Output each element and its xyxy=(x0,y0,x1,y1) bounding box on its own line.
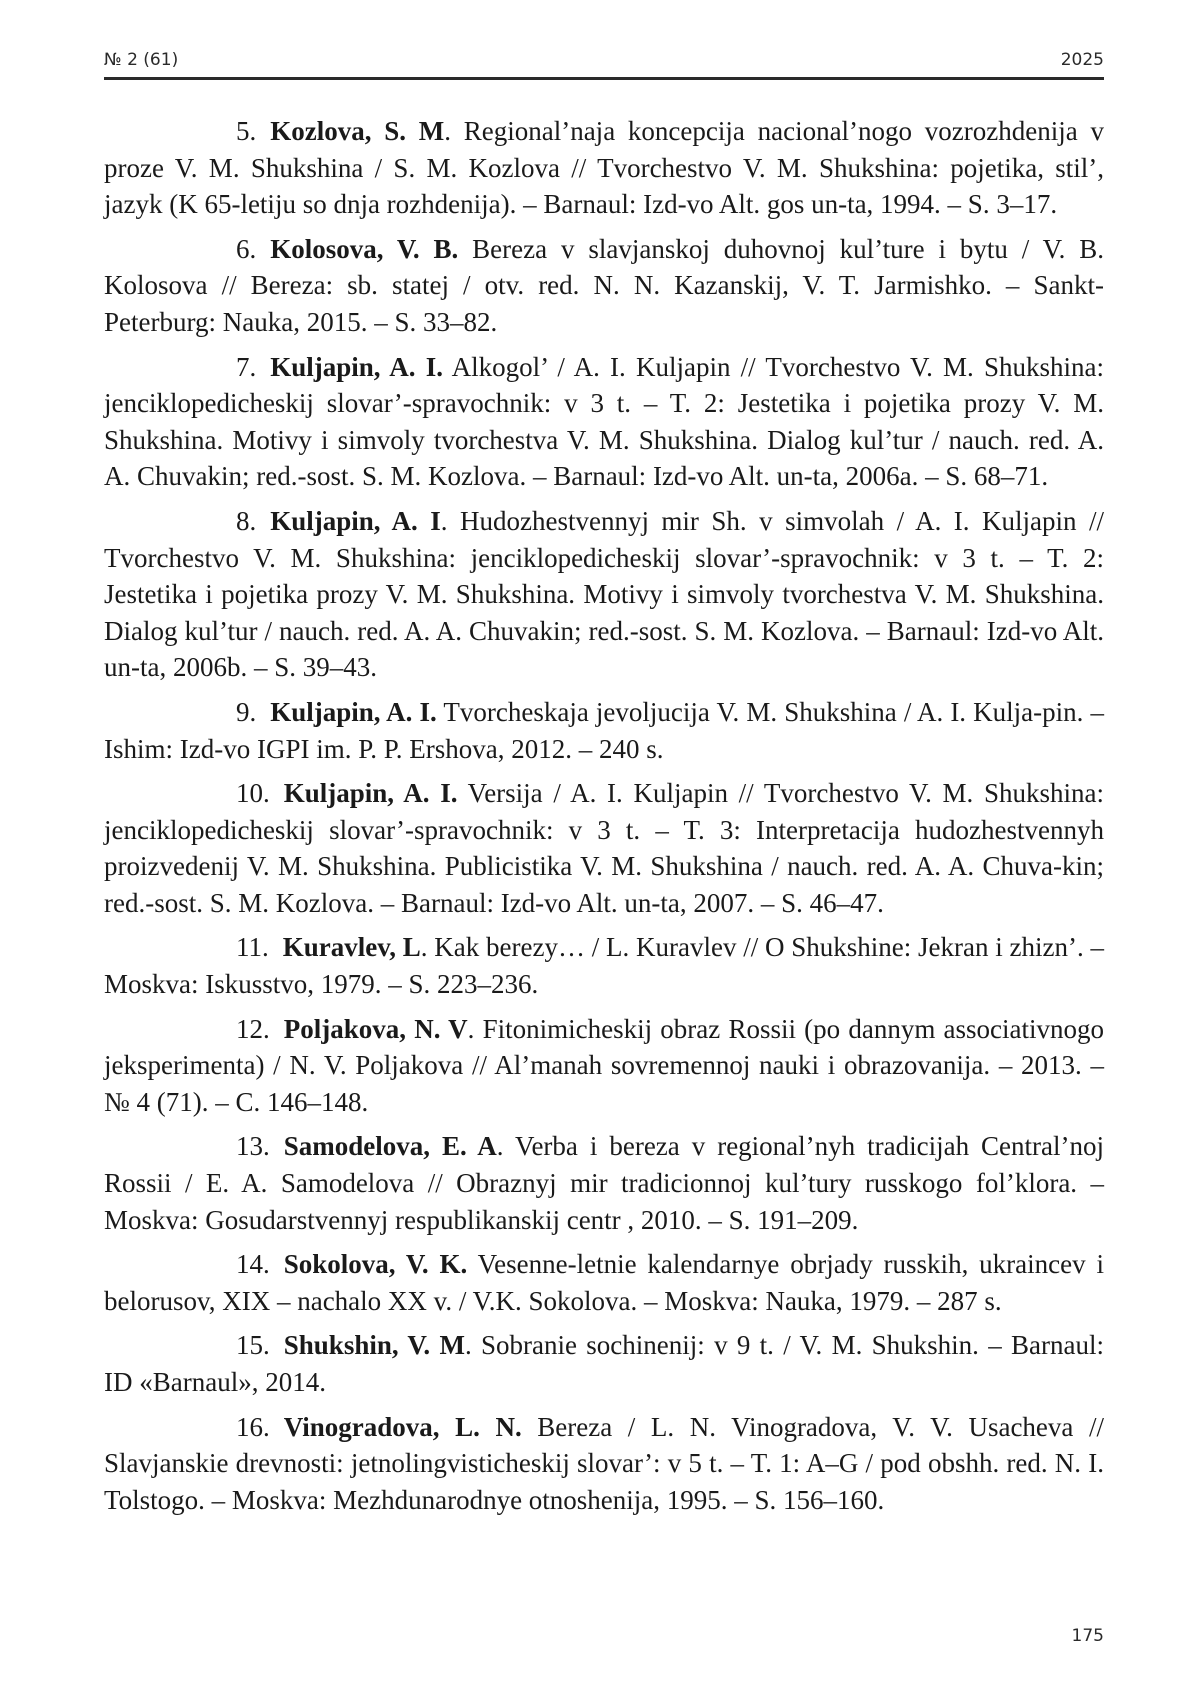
header-rule xyxy=(104,77,1104,80)
reference-text: . Hudozhestvennyj mir Sh. v simvolah / A. I. Kuljapin // Tvorchestvo V. M. Shukshina: jenciklopedicheskij slovar’-spravochnik: v 3 t. – T. 2: Jestetika i pojetika prozy V. M. Shukshina. Motivy i simvoly tvorchestva V. M. Shukshina. Dialog kul’tur / nauch. red. A. A. Chuvakin; red.-sost. S. M. Kozlova. – Barnaul: Izd-vo Alt. un-ta, 2006b. – S. 39–43. xyxy=(104,505,1104,683)
reference-number: 7. xyxy=(236,351,257,382)
reference-text: Tvorcheskaja jevoljucija V. M. Shukshina / A. I. Kulja-pin. – Ishim: Izd-vo IGPI im. P. P. Ershova, 2012. – 240 s. xyxy=(104,696,1104,764)
reference-text: Vesenne-letnie kalendarnye obrjady russkih, ukraincev i belorusov, XIX – nachalo XX v. / V.K. Sokolova. – Moskva: Nauka, 1979. – 287 s. xyxy=(104,1249,1104,1316)
running-header xyxy=(104,46,1104,80)
reference-text: Bereza v slavjanskoj duhovnoj kul’ture i bytu / V. B. Kolosova // Bereza: sb. statej / otv. red. N. N. Kazanskij, V. T. Jarmishko. – Sankt-Peterburg: Nauka, 2015. – S. 33–82. xyxy=(104,233,1104,337)
reference-author: Kozlova, S. M xyxy=(270,116,445,146)
reference-text: . Kak berezy… / L. Kuravlev // O Shukshine: Jekran i zhizn’. – Moskva: Iskusstvo, 1979. – S. 223–236. xyxy=(104,932,1104,1000)
reference-author: Poljakova, N. V xyxy=(283,1013,468,1044)
reference-item xyxy=(104,1128,1104,1238)
reference-text: Bereza / L. N. Vinogradova, V. V. Usacheva // Slavjanskie drevnosti: jetnolingvisticheskij slovar’: v 5 t. – T. 1: A–G / pod obshh. red. N. I. Tolstogo. – Moskva: Mezhdunarodnye otnoshenija, 1995. – S. 156–160. xyxy=(104,1411,1104,1515)
reference-author: Kuravlev, L xyxy=(282,932,421,963)
reference-author: Kuljapin, A. I. xyxy=(270,696,437,727)
reference-item xyxy=(104,113,1104,223)
reference-item xyxy=(104,1011,1104,1121)
reference-author: Kuljapin, A. I. xyxy=(270,351,443,382)
reference-author: Vinogradova, L. N. xyxy=(283,1411,522,1442)
reference-author: Shukshin, V. M xyxy=(283,1330,465,1361)
reference-text: Alkogol’ / A. I. Kuljapin // Tvorchestvo V. M. Shukshina: jenciklopedicheskij slovar’-spravochnik: v 3 t. – T. 2: Jestetika i pojetika prozy V. M. Shukshina. Motivy i simvoly tvorchestva V. M. Shukshina. Dialog kul’tur / nauch. red. A. A. Chuvakin; red.-sost. S. M. Kozlova. – Barnaul: Izd-vo Alt. un-ta, 2006a. – S. 68–71. xyxy=(104,351,1104,492)
reference-item xyxy=(104,1246,1104,1319)
reference-item xyxy=(104,1409,1104,1519)
reference-item xyxy=(104,775,1104,921)
reference-text: . Verba i bereza v regional’nyh tradicijah Central’noj Rossii / E. A. Samodelova // Obraznyj mir tradicionnoj kul’tury russkogo fol’klora. – Moskva: Gosudarstvennyj respublikanskij centr , 2010. – S. 191–209. xyxy=(104,1131,1104,1235)
reference-author: Kuljapin, A. I xyxy=(270,505,441,536)
page-number: 175 xyxy=(1071,1626,1104,1646)
reference-number: 12. xyxy=(236,1013,270,1044)
reference-number: 8. xyxy=(236,505,257,536)
reference-number: 9. xyxy=(236,696,257,727)
reference-text: . Regional’naja koncepcija nacional’nogo vozrozhdenija v proze V. M. Shukshina / S. M. Kozlova // Tvorchestvo V. M. Shukshina: pojetika, stil’, jazyk (K 65-letiju so dnja rozhdenija). – Barnaul: Izd-vo Alt. gos un-ta, 1994. – S. 3–17. xyxy=(104,116,1104,220)
reference-author: Kolosova, V. B. xyxy=(270,233,459,264)
reference-item xyxy=(104,349,1104,495)
reference-number: 14. xyxy=(236,1249,270,1280)
reference-text: . Fitonimicheskij obraz Rossii (po dannym associativnogo jeksperimenta) / N. V. Poljakova // Al’manah sovremennoj nauki i obrazovanija. – 2013. – № 4 (71). – C. 146–148. xyxy=(104,1013,1105,1117)
reference-item xyxy=(104,1327,1104,1400)
issue-number: № 2 (61) xyxy=(104,50,179,70)
reference-number: 15. xyxy=(236,1330,270,1361)
reference-author: Samodelova, E. A xyxy=(283,1131,497,1162)
reference-item xyxy=(104,231,1104,341)
reference-number: 10. xyxy=(236,778,270,809)
reference-number: 6. xyxy=(236,233,257,264)
reference-number: 13. xyxy=(236,1131,270,1162)
reference-number: 16. xyxy=(236,1411,270,1442)
reference-number: 11. xyxy=(236,932,269,963)
reference-text: Versija / A. I. Kuljapin // Tvorchestvo V. M. Shukshina: jenciklopedicheskij slovar’-spravochnik: v 3 t. – T. 3: Interpretacija hudozhestvennyh proizvedenij V. M. Shukshina. Publicistika V. M. Shukshina / nauch. red. A. A. Chuva-kin; red.-sost. S. M. Kozlova. – Barnaul: Izd-vo Alt. un-ta, 2007. – S. 46–47. xyxy=(104,778,1104,918)
reference-number: 5. xyxy=(236,116,257,146)
publication-year: 2025 xyxy=(1060,50,1104,70)
reference-author: Kuljapin, A. I. xyxy=(283,778,458,809)
reference-text: . Sobranie sochinenij: v 9 t. / V. M. Shukshin. – Barnaul: ID «Barnaul», 2014. xyxy=(104,1330,1104,1397)
reference-list xyxy=(104,113,1104,1526)
reference-item xyxy=(104,929,1104,1002)
reference-item xyxy=(104,694,1104,767)
reference-author: Sokolova, V. K. xyxy=(283,1249,468,1280)
reference-item xyxy=(104,503,1104,686)
